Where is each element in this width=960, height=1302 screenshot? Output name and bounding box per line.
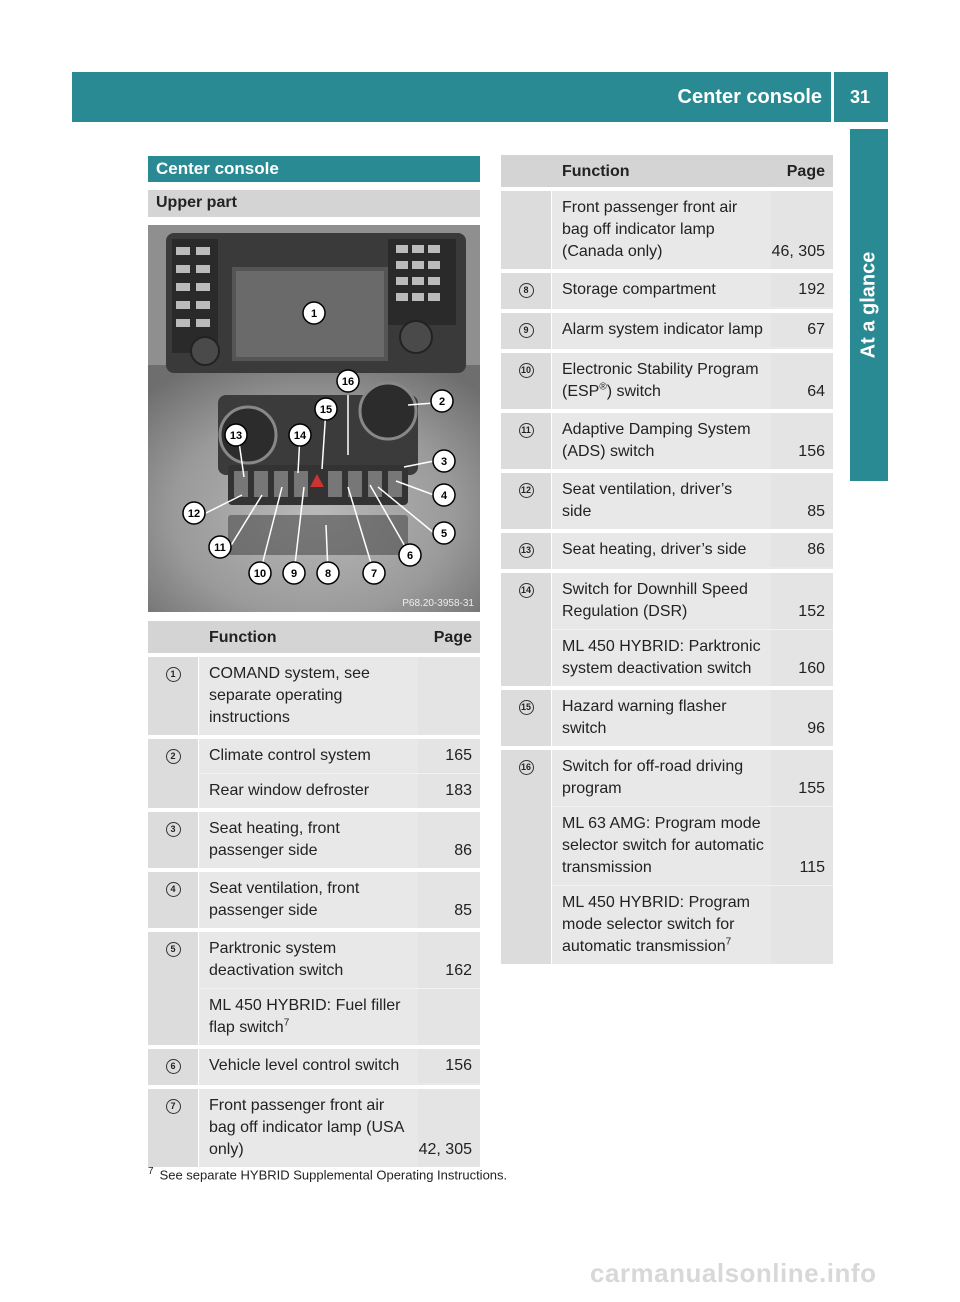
page-reference[interactable] xyxy=(771,191,833,269)
table-row xyxy=(148,1089,480,1171)
function-entry xyxy=(552,573,833,629)
function-entry xyxy=(552,191,833,269)
row-number-cell xyxy=(501,690,552,746)
header-divider xyxy=(831,72,834,122)
table-row xyxy=(501,573,833,690)
svg-text:4: 4 xyxy=(440,490,448,502)
function-entry xyxy=(552,750,833,806)
function-label: Alarm system indicator lamp xyxy=(562,321,763,338)
function-text xyxy=(199,989,418,1045)
subsection-title: Upper part xyxy=(148,190,480,217)
function-label: Electronic Stability Program (ESP xyxy=(562,361,759,400)
function-text xyxy=(552,473,771,529)
row-number-cell xyxy=(501,533,552,569)
page-reference[interactable] xyxy=(771,690,833,746)
svg-text:7: 7 xyxy=(370,568,378,580)
function-entry xyxy=(552,353,833,409)
svg-text:15: 15 xyxy=(319,404,333,416)
function-text xyxy=(552,353,771,409)
function-text xyxy=(552,750,771,806)
callout-number-icon: 15 xyxy=(519,700,534,715)
callout-1 xyxy=(303,302,325,324)
row-number-cell xyxy=(148,812,199,868)
page-number-text: 46, 305 xyxy=(771,243,825,260)
callout-number-icon: 13 xyxy=(519,543,534,558)
photo-caption: P68.20-3958-31 xyxy=(402,598,474,609)
page-number-text: 85 xyxy=(454,902,472,919)
function-label: Front passenger front air bag off indicator lamp (USA only) xyxy=(209,1097,404,1158)
function-text xyxy=(199,774,418,808)
row-number-cell xyxy=(501,273,552,309)
page-number-text: 162 xyxy=(445,962,472,979)
superscript: 7 xyxy=(283,1017,290,1029)
callout-number-icon: 16 xyxy=(519,760,534,775)
row-number-cell xyxy=(501,473,552,529)
svg-text:10: 10 xyxy=(253,568,267,580)
table-row xyxy=(148,812,480,872)
page-number-text: 152 xyxy=(798,603,825,620)
row-number-cell xyxy=(148,657,199,735)
page-reference[interactable] xyxy=(771,313,833,347)
callout-number-icon: 3 xyxy=(166,822,181,837)
header-title: Center console xyxy=(677,86,822,108)
function-text xyxy=(552,573,771,629)
function-entry xyxy=(552,806,833,885)
page-reference[interactable] xyxy=(418,774,480,808)
function-text xyxy=(199,812,418,868)
table-row xyxy=(148,932,480,1049)
page-column-header: Page xyxy=(786,163,825,180)
page-reference[interactable] xyxy=(418,1089,480,1167)
callout-number-icon: 4 xyxy=(166,882,181,897)
function-label: ML 450 HYBRID: Parktronic system deactivation switch xyxy=(562,638,761,677)
page-reference[interactable] xyxy=(418,932,480,988)
page-reference[interactable] xyxy=(418,657,480,735)
table-row xyxy=(501,533,833,573)
function-label: Seat ventilation, front passenger side xyxy=(209,880,360,919)
function-entry xyxy=(199,872,480,928)
table-header xyxy=(501,155,833,191)
row-number-cell xyxy=(148,1089,199,1167)
function-entry xyxy=(199,812,480,868)
function-label: Switch for Downhill Speed Regulation (DSR) xyxy=(562,581,748,620)
page-reference[interactable] xyxy=(771,807,833,885)
table-row xyxy=(501,473,833,533)
function-label: ML 450 HYBRID: Program mode selector switch for automatic transmission xyxy=(562,894,750,955)
page-number-text: 156 xyxy=(798,443,825,460)
function-entry xyxy=(199,1089,480,1167)
page-reference[interactable] xyxy=(771,353,833,409)
function-text xyxy=(552,533,771,567)
svg-text:12: 12 xyxy=(187,508,201,520)
callout-number-icon: 9 xyxy=(519,323,534,338)
callout-number-icon: 5 xyxy=(166,942,181,957)
function-text xyxy=(552,807,771,885)
footnote xyxy=(148,1166,507,1182)
function-entry xyxy=(552,273,833,307)
function-entry xyxy=(552,533,833,567)
function-entry xyxy=(552,885,833,964)
function-text xyxy=(199,1049,418,1083)
page-number-text: 86 xyxy=(807,541,825,558)
function-text xyxy=(199,657,418,735)
function-label: Adaptive Damping System (ADS) switch xyxy=(562,421,751,460)
page-reference[interactable] xyxy=(771,273,833,307)
function-label: Storage compartment xyxy=(562,281,716,298)
callout-6 xyxy=(399,544,421,566)
function-entry xyxy=(199,773,480,808)
callout-13 xyxy=(225,424,247,446)
row-number-cell xyxy=(501,750,552,964)
svg-text:14: 14 xyxy=(293,430,307,442)
function-text xyxy=(552,191,771,269)
function-text xyxy=(552,690,771,746)
function-text xyxy=(552,630,771,686)
svg-text:2: 2 xyxy=(438,396,446,408)
function-label: Climate control system xyxy=(209,747,371,764)
svg-text:9: 9 xyxy=(290,568,298,580)
callout-10 xyxy=(249,562,271,584)
page-reference[interactable] xyxy=(418,1049,480,1083)
svg-text:8: 8 xyxy=(324,568,332,580)
row-number-cell xyxy=(501,573,552,686)
page-reference[interactable] xyxy=(418,989,480,1045)
function-text xyxy=(199,872,418,928)
callout-number-icon: 8 xyxy=(519,283,534,298)
page-column-header: Page xyxy=(433,629,472,646)
page-reference[interactable] xyxy=(418,872,480,928)
row-number-cell xyxy=(148,1049,199,1085)
page-reference[interactable] xyxy=(771,473,833,529)
svg-text:13: 13 xyxy=(229,430,243,442)
function-entry xyxy=(552,629,833,686)
page-number-text: 64 xyxy=(807,383,825,400)
function-text xyxy=(552,313,771,347)
page-number-text: 96 xyxy=(807,720,825,737)
page-number: 31 xyxy=(849,87,870,107)
function-text xyxy=(199,739,418,773)
callout-16 xyxy=(337,370,359,392)
function-table-left xyxy=(148,621,480,1171)
svg-text:16: 16 xyxy=(341,376,355,388)
page-number-text: 42, 305 xyxy=(418,1141,472,1158)
table-row xyxy=(148,739,480,812)
function-text xyxy=(552,413,771,469)
page-reference[interactable] xyxy=(771,413,833,469)
callout-number-icon: 10 xyxy=(519,363,534,378)
page-number-text: 165 xyxy=(445,747,472,764)
page-reference[interactable] xyxy=(771,750,833,806)
page-number-text: 85 xyxy=(807,503,825,520)
footnote-number: 7 xyxy=(148,1166,154,1177)
function-label: Parktronic system deactivation switch xyxy=(209,940,344,979)
function-entry xyxy=(199,1049,480,1083)
page-number-text: 86 xyxy=(454,842,472,859)
center-console-photo xyxy=(148,225,480,612)
table-row xyxy=(501,191,833,273)
function-entry xyxy=(199,988,480,1045)
callout-number-icon: 12 xyxy=(519,483,534,498)
page-reference[interactable] xyxy=(771,533,833,567)
row-number-cell xyxy=(501,191,552,269)
table-row xyxy=(501,413,833,473)
callout-15 xyxy=(315,398,337,420)
function-entry xyxy=(552,473,833,529)
function-entry xyxy=(552,690,833,746)
table-row xyxy=(501,313,833,353)
page-number-text: 115 xyxy=(799,859,825,876)
table-row xyxy=(148,1049,480,1089)
table-row xyxy=(148,872,480,932)
function-text xyxy=(552,886,771,964)
table-row xyxy=(501,273,833,313)
callout-9 xyxy=(283,562,305,584)
function-label: Rear window defroster xyxy=(209,782,370,799)
function-label-suffix: ) switch xyxy=(606,383,661,400)
page-number-text: 192 xyxy=(798,281,825,298)
function-entry xyxy=(552,413,833,469)
svg-text:5: 5 xyxy=(440,528,448,540)
callout-number-icon: 2 xyxy=(166,749,181,764)
page-number-text: 155 xyxy=(798,780,825,797)
side-chapter-tab xyxy=(850,129,888,481)
function-text xyxy=(199,1089,418,1167)
page-reference[interactable] xyxy=(771,630,833,686)
page-header xyxy=(72,72,888,122)
table-row xyxy=(501,750,833,968)
page-number-text: 156 xyxy=(445,1057,472,1074)
superscript: ® xyxy=(599,381,607,393)
watermark: carmanualsonline.info xyxy=(590,1258,877,1288)
page-number-text: 160 xyxy=(798,660,825,677)
function-text xyxy=(199,932,418,988)
function-text xyxy=(552,273,771,307)
table-row xyxy=(501,353,833,413)
function-label: Hazard warning flasher switch xyxy=(562,698,727,737)
callout-number-icon: 7 xyxy=(166,1099,181,1114)
callout-3 xyxy=(433,450,455,472)
function-label: Switch for off-road driving program xyxy=(562,758,744,797)
function-entry xyxy=(552,313,833,347)
function-label: COMAND system, see separate operating instructions xyxy=(209,665,370,726)
page-reference[interactable] xyxy=(771,573,833,629)
function-entry xyxy=(199,739,480,773)
function-entry xyxy=(199,932,480,988)
row-number-cell xyxy=(148,739,199,808)
callout-11 xyxy=(209,536,231,558)
function-entry xyxy=(199,657,480,735)
callout-number-icon: 14 xyxy=(519,583,534,598)
function-label: Seat ventilation, driver’s side xyxy=(562,481,733,520)
callout-12 xyxy=(183,502,205,524)
row-number-cell xyxy=(501,313,552,349)
function-label: ML 63 AMG: Program mode selector switch for automatic transmission xyxy=(562,815,764,876)
callout-4 xyxy=(433,484,455,506)
callout-2 xyxy=(431,390,453,412)
function-label: ML 450 HYBRID: Fuel filler flap switch xyxy=(209,997,401,1036)
function-table-right xyxy=(501,155,833,968)
callout-number-icon: 1 xyxy=(166,667,181,682)
svg-text:11: 11 xyxy=(214,542,226,554)
function-column-header: Function xyxy=(562,163,630,180)
section-title: Center console xyxy=(148,156,480,182)
function-label: Vehicle level control switch xyxy=(209,1057,400,1074)
side-tab-label: At a glance xyxy=(857,251,880,359)
row-number-cell xyxy=(501,353,552,409)
row-number-cell xyxy=(148,932,199,1045)
svg-text:6: 6 xyxy=(406,550,414,562)
callout-number-icon: 11 xyxy=(519,423,534,438)
footnote-text: See separate HYBRID Supplemental Operating Instructions. xyxy=(159,1167,508,1183)
row-number-cell xyxy=(501,413,552,469)
table-row xyxy=(148,657,480,739)
svg-text:1: 1 xyxy=(310,308,318,320)
svg-text:3: 3 xyxy=(440,456,448,468)
superscript: 7 xyxy=(725,936,732,948)
page-number-text: 183 xyxy=(445,782,472,799)
callout-14 xyxy=(289,424,311,446)
page-reference[interactable] xyxy=(771,886,833,964)
row-number-cell xyxy=(148,872,199,928)
function-label: Front passenger front air bag off indicator lamp (Canada only) xyxy=(562,199,738,260)
function-label: Seat heating, front passenger side xyxy=(209,820,340,859)
table-row xyxy=(501,690,833,750)
page-reference[interactable] xyxy=(418,812,480,868)
function-column-header: Function xyxy=(209,629,277,646)
page-reference[interactable] xyxy=(418,739,480,773)
page-number-text: 67 xyxy=(807,321,825,338)
callout-number-icon: 6 xyxy=(166,1059,181,1074)
function-label: Seat heating, driver’s side xyxy=(562,541,747,558)
callout-8 xyxy=(317,562,339,584)
callout-5 xyxy=(433,522,455,544)
table-header xyxy=(148,621,480,657)
callout-7 xyxy=(363,562,385,584)
